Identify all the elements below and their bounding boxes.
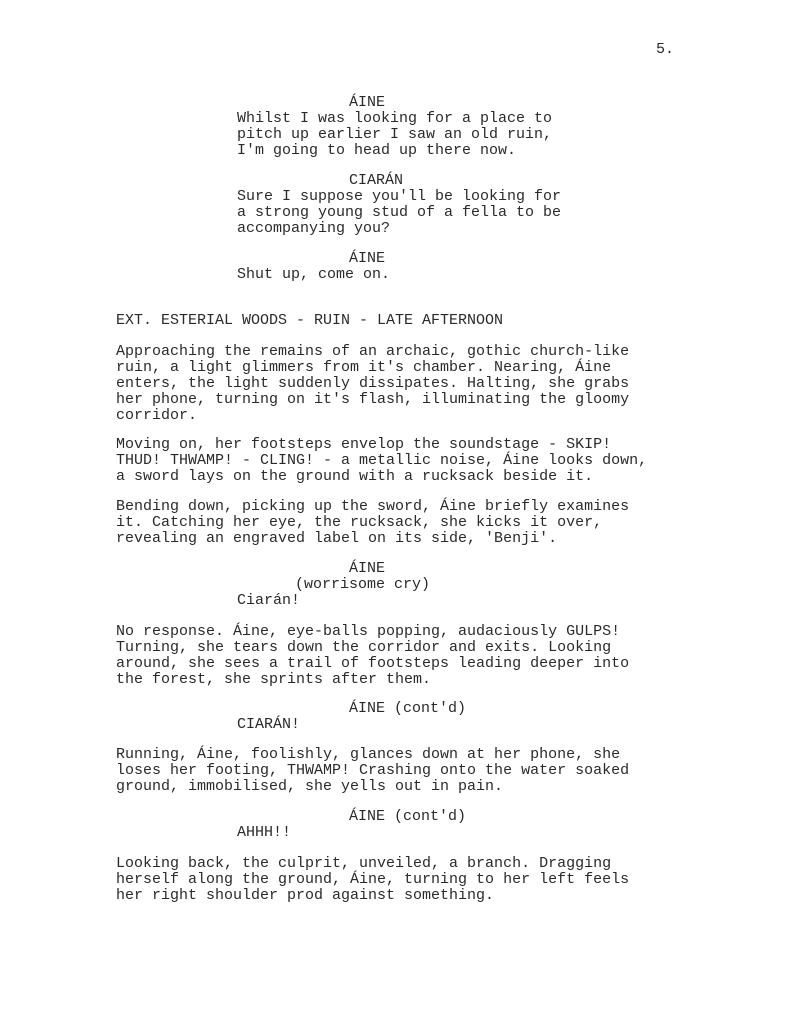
action-line: herself along the ground, Áine, turning to her left feels	[116, 871, 630, 888]
action-line: her phone, turning on it's flash, illuminating the gloomy	[116, 391, 630, 408]
action-line: corridor.	[116, 407, 198, 424]
action-line: revealing an engraved label on its side, 'Benji'.	[116, 530, 558, 547]
action-line: Bending down, picking up the sword, Áine briefly examines	[116, 498, 630, 515]
dialogue-line: CIARÁN!	[237, 716, 301, 733]
character-cue: ÁINE (cont'd)	[349, 700, 467, 717]
action-line: the forest, she sprints after them.	[116, 671, 432, 688]
character-cue: CIARÁN	[349, 172, 404, 189]
action-line: Turning, she tears down the corridor and exits. Looking	[116, 639, 612, 656]
action-line: Moving on, her footsteps envelop the soundstage - SKIP!	[116, 436, 612, 453]
action-line: enters, the light suddenly dissipates. Halting, she grabs	[116, 375, 630, 392]
action-line: Approaching the remains of an archaic, gothic church-like	[116, 343, 630, 360]
action-line: loses her footing, THWAMP! Crashing onto the water soaked	[116, 762, 630, 779]
dialogue-line: Sure I suppose you'll be looking for	[237, 188, 562, 205]
dialogue-line: a strong young stud of a fella to be	[237, 204, 562, 221]
parenthetical: (worrisome cry)	[295, 576, 431, 593]
action-line: ruin, a light glimmers from it's chamber. Nearing, Áine	[116, 359, 612, 376]
character-cue: ÁINE (cont'd)	[349, 808, 467, 825]
action-line: ground, immobilised, she yells out in pain.	[116, 778, 504, 795]
character-cue: ÁINE	[349, 94, 386, 111]
action-line: Running, Áine, foolishly, glances down at her phone, she	[116, 746, 621, 763]
dialogue-line: Shut up, come on.	[237, 266, 391, 283]
page-number: 5.	[656, 41, 675, 58]
action-line: THUD! THWAMP! - CLING! - a metallic noise, Áine looks down,	[116, 452, 648, 469]
action-line: her right shoulder prod against something.	[116, 887, 495, 904]
dialogue-line: Ciarán!	[237, 592, 301, 609]
dialogue-line: accompanying you?	[237, 220, 391, 237]
character-cue: ÁINE	[349, 560, 386, 577]
dialogue-line: pitch up earlier I saw an old ruin,	[237, 126, 553, 143]
action-line: around, she sees a trail of footsteps leading deeper into	[116, 655, 630, 672]
action-line: it. Catching her eye, the rucksack, she kicks it over,	[116, 514, 603, 531]
action-line: Looking back, the culprit, unveiled, a branch. Dragging	[116, 855, 612, 872]
action-line: No response. Áine, eye-balls popping, audaciously GULPS!	[116, 623, 621, 640]
scene-heading: EXT. ESTERIAL WOODS - RUIN - LATE AFTERNOON	[116, 312, 504, 329]
action-line: a sword lays on the ground with a rucksack beside it.	[116, 468, 594, 485]
dialogue-line: Whilst I was looking for a place to	[237, 110, 553, 127]
character-cue: ÁINE	[349, 250, 386, 267]
dialogue-line: AHHH!!	[237, 824, 292, 841]
dialogue-line: I'm going to head up there now.	[237, 142, 517, 159]
